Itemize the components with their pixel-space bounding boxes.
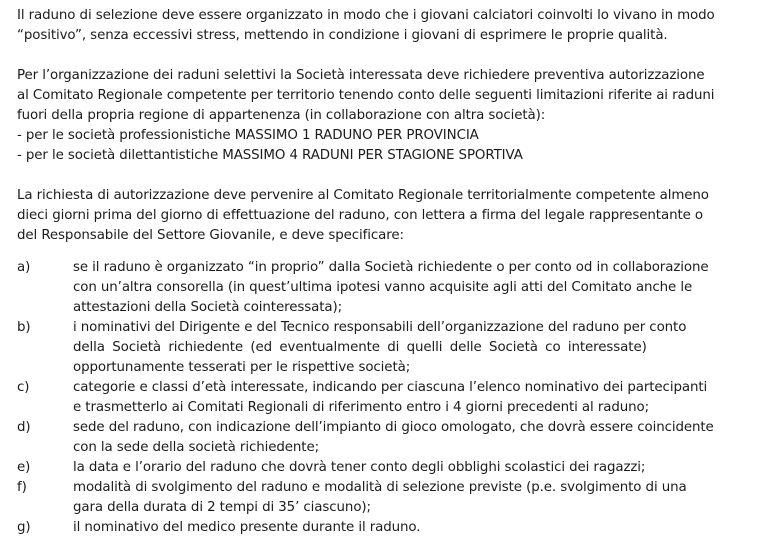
list-item-line: sede del raduno, con indicazione dell’impianto di gioco omologato, che dovrà essere coincidente [73,420,714,435]
list-item [17,478,750,518]
intro-line-1: Il raduno di selezione deve essere organizzato in modo che i giovani calciatori coinvolti lo vivano in modo [17,8,715,23]
list-item-line: con la sede della società richiedente; [73,440,319,455]
list-item [17,258,750,318]
list-item-text [73,478,750,518]
document-page [17,6,750,538]
list-item-line: con un’altra consorella (in quest’ultima ipotesi vanno acquisite agli atti del Comitato anche le [73,280,693,295]
list-item-line: e trasmetterlo ai Comitati Regionali di riferimento entro i 4 giorni precedenti al raduno; [73,400,650,415]
list-item-text [73,258,750,318]
organization-paragraph [17,66,750,166]
list-marker: f) [17,480,27,495]
list-item [17,378,750,418]
list-item-line: il nominativo del medico presente durante il raduno. [73,520,421,535]
list-item [17,518,750,538]
request-paragraph [17,186,750,246]
list-item [17,458,750,478]
list-item-line: gara della durata di 2 tempi di 35’ ciascuno); [73,500,371,515]
limit-amateur: - per le società dilettantistiche MASSIMO 4 RADUNI PER STAGIONE SPORTIVA [17,148,523,163]
list-item-text [73,418,750,458]
list-item-line: categorie e classi d’età interessate, indicando per ciascuna l’elenco nominativo dei partecipanti [73,380,708,395]
list-item-text [73,518,750,538]
list-item-line: se il raduno è organizzato “in proprio” dalla Società richiedente o per conto od in collaborazione [73,260,709,275]
list-item-line: modalità di svolgimento del raduno e modalità di selezione previste (p.e. svolgimento di una [73,480,687,495]
list-item [17,418,750,458]
spacer [17,166,750,186]
list-marker: c) [17,380,30,395]
requirements-list [17,258,750,538]
list-marker: d) [17,420,31,435]
request-line-3: del Responsabile del Settore Giovanile, e deve specificare: [17,228,404,243]
spacer [17,46,750,66]
list-item-line: la data e l’orario del raduno che dovrà tener conto degli obblighi scolastici dei ragazzi; [73,460,646,475]
list-marker: e) [17,460,31,475]
organization-line-3: fuori della propria regione di appartenenza (in collaborazione con altra società): [17,108,546,123]
list-item-text [73,318,750,378]
list-item-text [73,458,750,478]
list-marker: a) [17,260,31,275]
list-item-line: della Società richiedente (ed eventualmente di quelli delle Società co interessate) [73,340,647,355]
organization-line-1: Per l’organizzazione dei raduni selettivi la Società interessata deve richiedere preventiva autorizzazione [17,68,705,83]
intro-line-2: “positivo”, senza eccessivi stress, mettendo in condizione i giovani di esprimere le proprie qualità. [17,28,668,43]
organization-line-2: al Comitato Regionale competente per territorio tenendo conto delle seguenti limitazioni riferite ai raduni [17,88,715,103]
intro-paragraph [17,6,750,46]
list-marker: b) [17,320,31,335]
limit-professional: - per le società professionistiche MASSIMO 1 RADUNO PER PROVINCIA [17,128,479,143]
list-item [17,318,750,378]
list-item-line: i nominativi del Dirigente e del Tecnico responsabili dell’organizzazione del raduno per conto [73,320,687,335]
list-item-line: opportunamente tesserati per le rispettive società; [73,360,411,375]
list-item-line: attestazioni della Società cointeressata); [73,300,343,315]
request-line-1: La richiesta di autorizzazione deve pervenire al Comitato Regionale territorialmente competente almeno [17,188,709,203]
list-item-text [73,378,750,418]
list-marker: g) [17,520,31,535]
request-line-2: dieci giorni prima del giorno di effettuazione del raduno, con lettera a firma del legale rappresentante o [17,208,703,223]
